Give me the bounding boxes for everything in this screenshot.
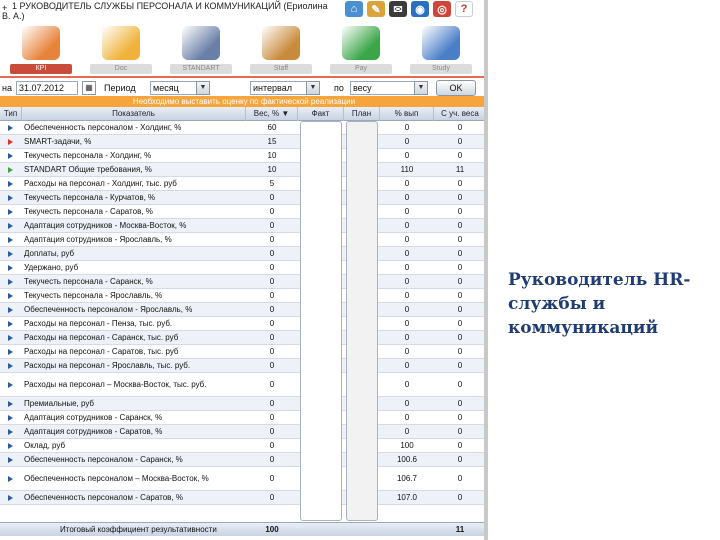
chevron-down-icon[interactable]: ▼	[306, 81, 320, 95]
module-monitor-label: STANDART	[170, 64, 232, 74]
row-type-icon	[2, 303, 18, 316]
module-docs[interactable]	[86, 22, 156, 78]
arrow-icon	[8, 181, 13, 187]
indicator-weighted: 0	[457, 137, 463, 146]
module-staff-icon	[262, 26, 300, 60]
module-kpi-label: КРІ	[10, 64, 72, 74]
indicator-weighted: 0	[457, 413, 463, 422]
indicator-name: Обеспеченность персоналом - Саратов, %	[24, 493, 183, 502]
table-row[interactable]	[0, 491, 488, 505]
table-row[interactable]	[0, 177, 488, 191]
indicator-percent: 0	[404, 427, 410, 436]
indicator-weight: 5	[269, 179, 275, 188]
calendar-icon[interactable]: ▦	[82, 81, 96, 95]
row-type-icon	[2, 331, 18, 344]
expand-toggle[interactable]: +	[2, 3, 8, 13]
table-row[interactable]	[0, 453, 488, 467]
table-row[interactable]	[0, 345, 488, 359]
table-row[interactable]	[0, 219, 488, 233]
arrow-icon	[8, 167, 13, 173]
indicator-name: Доплаты, руб	[24, 249, 75, 258]
module-bar	[0, 22, 488, 78]
arrow-icon	[8, 443, 13, 449]
indicator-name: Текучесть персонала - Курчатов, %	[24, 193, 156, 202]
home-icon[interactable]: ⌂	[345, 1, 363, 17]
table-header	[0, 107, 488, 121]
indicator-percent: 0	[404, 399, 410, 408]
indicator-weighted: 0	[457, 441, 463, 450]
table-row[interactable]	[0, 261, 488, 275]
indicator-weighted: 0	[457, 193, 463, 202]
scope-select[interactable]: весу	[350, 81, 416, 95]
indicator-weighted: 0	[457, 207, 463, 216]
row-type-icon	[2, 453, 18, 466]
page-title: 1 РУКОВОДИТЕЛЬ СЛУЖБЫ ПЕРСОНАЛА И КОММУНИКАЦИЙ (Ериолина	[12, 1, 328, 11]
indicator-percent: 0	[404, 151, 410, 160]
row-type-icon	[2, 289, 18, 302]
table-row[interactable]	[0, 135, 488, 149]
row-type-icon	[2, 219, 18, 232]
date-label: на	[2, 83, 12, 93]
indicator-percent: 0	[404, 347, 410, 356]
indicator-weight: 0	[269, 277, 275, 286]
indicator-percent: 0	[404, 333, 410, 342]
indicator-weight: 0	[269, 319, 275, 328]
arrow-icon	[8, 209, 13, 215]
table-row[interactable]	[0, 149, 488, 163]
table-row[interactable]	[0, 289, 488, 303]
indicator-percent: 100.6	[396, 455, 418, 464]
top-toolbar	[345, 1, 473, 19]
indicator-name: Расходы на персонал – Москва-Восток, тыс. руб.	[24, 380, 207, 389]
table-row[interactable]	[0, 247, 488, 261]
table-row[interactable]	[0, 359, 488, 373]
indicator-percent: 0	[404, 207, 410, 216]
arrow-icon	[8, 429, 13, 435]
indicator-weight: 0	[269, 474, 275, 483]
arrow-icon	[8, 476, 13, 482]
indicator-name: Адаптация сотрудников - Саранск, %	[24, 413, 163, 422]
total-label: Итоговый коэффициент результативности	[60, 525, 217, 534]
indicator-weight: 0	[269, 347, 275, 356]
indicator-name: Расходы на персонал - Ярославль, тыс. руб.	[24, 361, 191, 370]
table-row[interactable]	[0, 467, 488, 491]
indicator-percent: 0	[404, 123, 410, 132]
table-row[interactable]	[0, 331, 488, 345]
indicator-weighted: 0	[457, 347, 463, 356]
row-type-icon	[2, 177, 18, 190]
indicator-weighted: 0	[457, 235, 463, 244]
indicator-percent: 0	[404, 277, 410, 286]
module-docs-icon	[102, 26, 140, 60]
indicator-percent: 106.7	[396, 474, 418, 483]
indicator-weight: 0	[269, 249, 275, 258]
module-staff[interactable]	[246, 22, 316, 78]
period-label: Период	[104, 83, 136, 93]
col-weighted[interactable]: С уч. веса	[441, 109, 479, 118]
indicator-weight: 0	[269, 493, 275, 502]
indicator-name: Обеспеченность персоналом - Саранск, %	[24, 455, 183, 464]
interval-select[interactable]: интервал	[250, 81, 308, 95]
arrow-icon	[8, 223, 13, 229]
lifebuoy-icon[interactable]: ◎	[433, 1, 451, 17]
eye-icon[interactable]: ◉	[411, 1, 429, 17]
indicator-percent: 0	[404, 235, 410, 244]
module-underline	[0, 76, 488, 78]
indicator-percent: 0	[404, 249, 410, 258]
row-type-icon	[2, 163, 18, 176]
module-finance[interactable]	[326, 22, 396, 78]
indicator-percent: 0	[404, 179, 410, 188]
indicator-weight: 0	[269, 441, 275, 450]
indicator-weight: 0	[269, 361, 275, 370]
table-footer	[0, 522, 488, 536]
row-type-icon	[2, 149, 18, 162]
indicator-name: Текучесть персонала - Саратов, %	[24, 207, 153, 216]
col-pct[interactable]: % вып	[380, 107, 434, 121]
indicator-weighted: 0	[457, 305, 463, 314]
module-monitor[interactable]	[166, 22, 236, 78]
table-row[interactable]	[0, 275, 488, 289]
table-row[interactable]	[0, 397, 488, 411]
table-row[interactable]	[0, 233, 488, 247]
col-fact[interactable]: Факт	[298, 107, 344, 121]
chevron-down-icon[interactable]: ▼	[414, 81, 428, 95]
arrow-icon	[8, 139, 13, 145]
indicator-weight: 15	[267, 137, 277, 146]
module-learning-label: Study	[410, 64, 472, 74]
indicator-name: SMART-задачи, %	[24, 137, 92, 146]
notice-banner: Необходимо выставить оценку по фактической реализации	[0, 96, 488, 107]
module-kpi[interactable]	[6, 22, 76, 78]
scope-label: по	[334, 83, 344, 93]
table-row[interactable]	[0, 317, 488, 331]
indicator-name: Премиальные, руб	[24, 399, 94, 408]
indicator-name: Адаптация сотрудников - Москва-Восток, %	[24, 221, 187, 230]
indicator-name: Адаптация сотрудников - Ярославль, %	[24, 235, 172, 244]
row-type-icon	[2, 317, 18, 330]
indicator-name: Оклад, руб	[24, 441, 66, 450]
module-kpi-icon	[22, 26, 60, 60]
arrow-icon	[8, 335, 13, 341]
arrow-icon	[8, 293, 13, 299]
indicator-weighted: 0	[457, 493, 463, 502]
page-title-continued: В. А.)	[2, 11, 25, 21]
arrow-icon	[8, 457, 13, 463]
indicator-name: Обеспеченность персоналом - Ярославль, %	[24, 305, 193, 314]
indicator-weighted: 0	[457, 427, 463, 436]
arrow-icon	[8, 401, 13, 407]
row-type-icon	[2, 425, 18, 438]
plan-column	[346, 121, 378, 521]
row-type-icon	[2, 359, 18, 372]
indicator-percent: 0	[404, 361, 410, 370]
indicator-weight: 10	[267, 165, 277, 174]
chevron-down-icon[interactable]: ▼	[196, 81, 210, 95]
col-name[interactable]: Показатель	[22, 107, 246, 121]
row-type-icon	[2, 491, 18, 504]
indicator-weight: 0	[269, 235, 275, 244]
arrow-icon	[8, 307, 13, 313]
indicator-weight: 0	[269, 413, 275, 422]
indicator-weight: 0	[269, 333, 275, 342]
row-type-icon	[2, 247, 18, 260]
indicator-percent: 0	[404, 221, 410, 230]
arrow-icon	[8, 321, 13, 327]
indicator-name: Расходы на персонал - Пенза, тыс. руб.	[24, 319, 173, 328]
indicator-weight: 0	[269, 207, 275, 216]
row-type-icon	[2, 467, 18, 490]
indicator-percent: 0	[404, 305, 410, 314]
indicator-percent: 107.0	[396, 493, 418, 502]
arrow-icon	[8, 495, 13, 501]
total-result: 11	[455, 525, 465, 534]
indicator-weight: 0	[269, 305, 275, 314]
indicator-weight: 0	[269, 427, 275, 436]
indicator-percent: 0	[404, 380, 410, 389]
row-type-icon	[2, 191, 18, 204]
indicator-weighted: 0	[457, 399, 463, 408]
row-type-icon	[2, 373, 18, 396]
arrow-icon	[8, 251, 13, 257]
mail-icon[interactable]: ✉	[389, 1, 407, 17]
arrow-icon	[8, 415, 13, 421]
row-type-icon	[2, 233, 18, 246]
arrow-icon	[8, 125, 13, 131]
row-type-icon	[2, 205, 18, 218]
row-type-icon	[2, 411, 18, 424]
indicator-weight: 0	[269, 221, 275, 230]
row-type-icon	[2, 345, 18, 358]
arrow-icon	[8, 349, 13, 355]
slide-title: Руководитель HR-службы и коммуникаций	[508, 270, 691, 338]
scrollbar[interactable]	[484, 0, 488, 540]
indicator-weight: 60	[267, 123, 277, 132]
module-learning[interactable]	[406, 22, 476, 78]
arrow-icon	[8, 382, 13, 388]
arrow-icon	[8, 363, 13, 369]
col-weight[interactable]: Вес, % ▼	[246, 107, 298, 121]
indicator-weight: 0	[269, 455, 275, 464]
date-input[interactable]: 31.07.2012	[16, 81, 78, 95]
indicator-name: Адаптация сотрудников - Саратов, %	[24, 427, 163, 436]
indicator-weighted: 0	[457, 123, 463, 132]
table-row[interactable]	[0, 439, 488, 453]
fact-input-column[interactable]	[300, 121, 342, 521]
table-row[interactable]	[0, 205, 488, 219]
arrow-icon	[8, 153, 13, 159]
indicator-weighted: 0	[457, 277, 463, 286]
total-weight: 100	[265, 525, 279, 534]
indicator-percent: 100	[400, 441, 414, 450]
ok-button[interactable]: OK	[436, 80, 476, 96]
window-header	[0, 0, 488, 22]
arrow-icon	[8, 279, 13, 285]
indicator-weighted: 0	[457, 221, 463, 230]
module-docs-label: Doc	[90, 64, 152, 74]
indicator-weight: 0	[269, 193, 275, 202]
indicator-name: Обеспеченность персоналом – Москва-Восток, %	[24, 474, 209, 483]
module-finance-label: Pay	[330, 64, 392, 74]
indicator-weighted: 0	[457, 263, 463, 272]
indicator-weighted: 0	[457, 319, 463, 328]
indicator-name: Расходы на персонал - Холдинг, тыс. руб	[24, 179, 177, 188]
table-row[interactable]	[0, 411, 488, 425]
table-row[interactable]	[0, 163, 488, 177]
indicator-name: Текучесть персонала - Холдинг, %	[24, 151, 152, 160]
indicator-name: STANDART Общие требования, %	[24, 165, 152, 174]
indicator-name: Расходы на персонал - Саратов, тыс. руб	[24, 347, 179, 356]
indicator-name: Текучесть персонала - Саранск, %	[24, 277, 153, 286]
help-icon[interactable]: ?	[455, 1, 473, 17]
indicator-name: Обеспеченность персоналом - Холдинг, %	[24, 123, 182, 132]
indicator-weighted: 0	[457, 151, 463, 160]
indicator-weight: 0	[269, 263, 275, 272]
indicator-weighted: 0	[457, 380, 463, 389]
indicator-percent: 0	[404, 137, 410, 146]
module-learning-icon	[422, 26, 460, 60]
table-row[interactable]	[0, 425, 488, 439]
table-row[interactable]	[0, 121, 488, 135]
indicator-weighted: 11	[455, 165, 465, 174]
module-finance-icon	[342, 26, 380, 60]
row-type-icon	[2, 261, 18, 274]
indicator-percent: 0	[404, 291, 410, 300]
indicator-weight: 0	[269, 291, 275, 300]
filter-bar	[0, 80, 488, 96]
table-row[interactable]	[0, 303, 488, 317]
indicator-weighted: 0	[457, 291, 463, 300]
arrow-icon	[8, 237, 13, 243]
indicator-weight: 10	[267, 151, 277, 160]
row-type-icon	[2, 135, 18, 148]
indicator-percent: 0	[404, 413, 410, 422]
indicator-weighted: 0	[457, 455, 463, 464]
period-select[interactable]: месяц	[150, 81, 198, 95]
indicator-percent: 0	[404, 319, 410, 328]
table-body	[0, 121, 488, 505]
indicator-name: Текучесть персонала - Ярославль, %	[24, 291, 163, 300]
table-row[interactable]	[0, 373, 488, 397]
indicator-weighted: 0	[457, 361, 463, 370]
row-type-icon	[2, 275, 18, 288]
row-type-icon	[2, 439, 18, 452]
indicator-percent: 0	[404, 193, 410, 202]
col-plan[interactable]: План	[344, 107, 380, 121]
row-type-icon	[2, 121, 18, 134]
table-row[interactable]	[0, 191, 488, 205]
brush-icon[interactable]: ✎	[367, 1, 385, 17]
indicator-weight: 0	[269, 399, 275, 408]
indicator-weighted: 0	[457, 249, 463, 258]
indicator-name: Удержано, руб	[24, 263, 79, 272]
arrow-icon	[8, 265, 13, 271]
arrow-icon	[8, 195, 13, 201]
row-type-icon	[2, 397, 18, 410]
col-type[interactable]: Тип	[0, 107, 22, 121]
module-monitor-icon	[182, 26, 220, 60]
indicator-weight: 0	[269, 380, 275, 389]
indicator-weighted: 0	[457, 179, 463, 188]
indicator-percent: 0	[404, 263, 410, 272]
indicator-percent: 110	[400, 165, 414, 174]
indicator-weighted: 0	[457, 333, 463, 342]
indicator-name: Расходы на персонал - Саранск, тыс. руб	[24, 333, 179, 342]
indicator-weighted: 0	[457, 474, 463, 483]
module-staff-label: Staff	[250, 64, 312, 74]
